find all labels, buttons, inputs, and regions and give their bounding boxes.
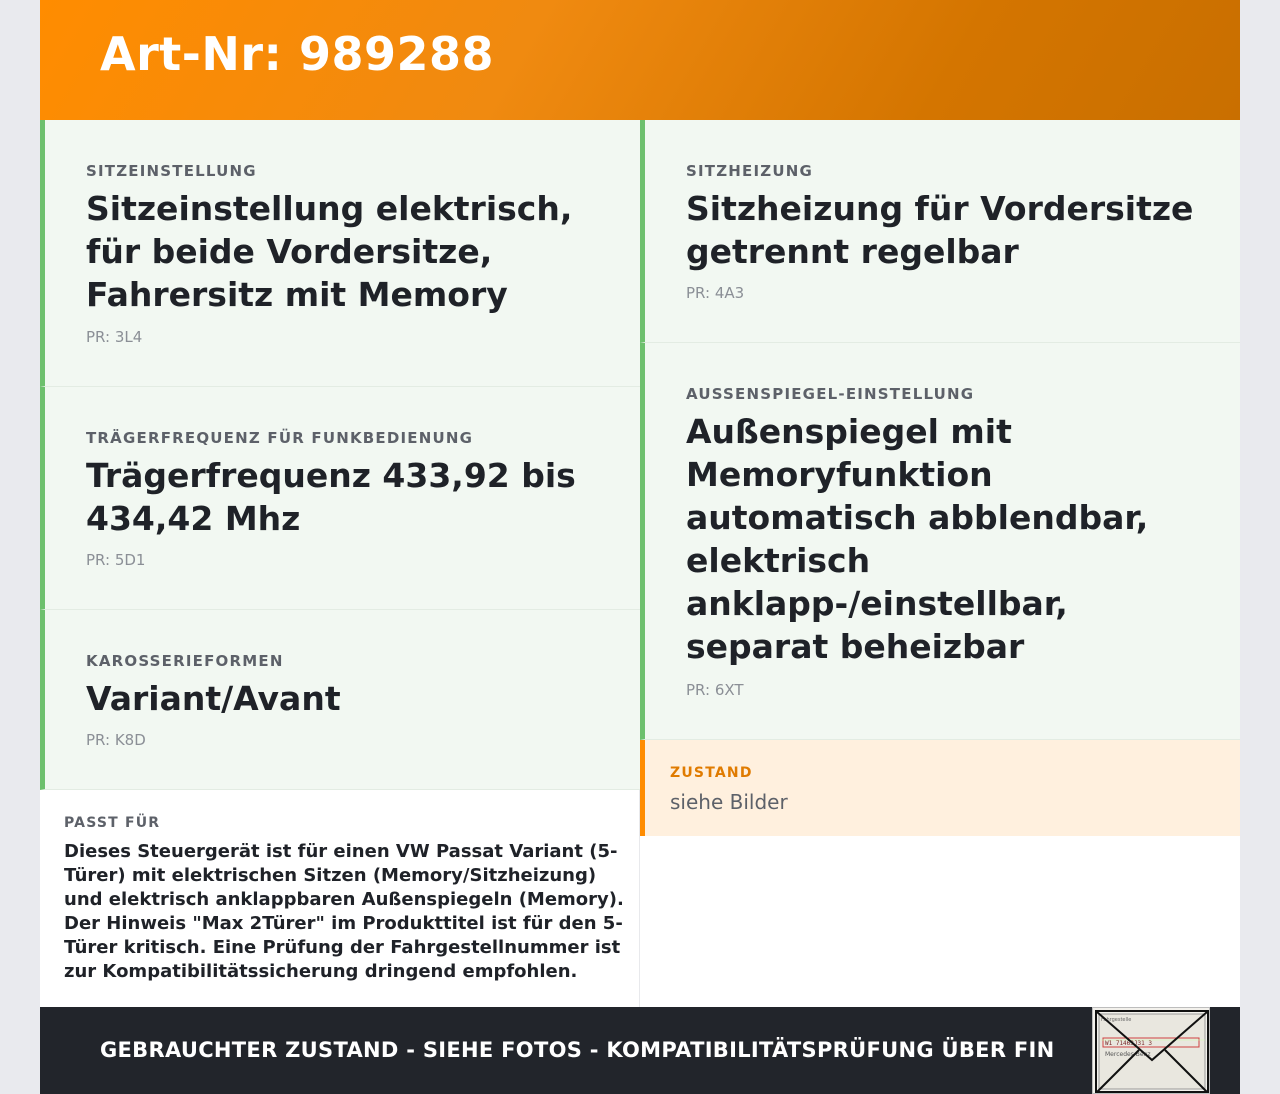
condition-value: siehe Bilder [670, 790, 788, 814]
feature-label: SITZEINSTELLUNG [86, 162, 257, 180]
feature-pr-code: PR: 3L4 [86, 328, 143, 346]
feature-card-aussenspiegel [640, 343, 1240, 740]
feature-pr-code: PR: 5D1 [86, 551, 146, 569]
feature-card-sitzeinstellung [40, 120, 640, 387]
page-header [40, 0, 1240, 120]
footer-notice: GEBRAUCHTER ZUSTAND - SIEHE FOTOS - KOMPATIBILITÄTSPRÜFUNG ÜBER FIN [100, 1038, 1055, 1062]
feature-value: Sitzheizung für Vordersitze getrennt regelbar [686, 189, 1194, 271]
feature-label: TRÄGERFREQUENZ FÜR FUNKBEDIENUNG [86, 429, 474, 447]
page-footer [40, 1007, 1240, 1094]
fits-for-label: PASST FÜR [64, 815, 161, 831]
envelope-icon [1093, 1008, 1210, 1094]
feature-card-karosserieformen [40, 610, 640, 790]
feature-label: SITZHEIZUNG [686, 162, 813, 180]
feature-value: Trägerfrequenz 433,92 bis 434,42 Mhz [86, 456, 576, 538]
feature-card-traegerfrequenz [40, 387, 640, 610]
feature-pr-code: PR: 6XT [686, 681, 744, 699]
feature-label: AUSSENSPIEGEL-EINSTELLUNG [686, 385, 975, 403]
condition-label: ZUSTAND [670, 765, 753, 781]
thumb-text-2: W1 71463J31 3 [1105, 1040, 1152, 1047]
product-page [40, 0, 1240, 1094]
thumb-text-1: Fahrgestelle [1101, 1017, 1132, 1023]
feature-value: Außenspiegel mit Memoryfunktion automatisch abblendbar, elektrisch anklapp-/einstellbar, separat beheizbar [686, 412, 1149, 666]
feature-value: Variant/Avant [86, 679, 341, 718]
feature-pr-code: PR: K8D [86, 731, 146, 749]
feature-value: Sitzeinstellung elektrisch, für beide Vordersitze, Fahrersitz mit Memory [86, 189, 573, 314]
feature-label: KAROSSERIEFORMEN [86, 652, 284, 670]
feature-card-sitzheizung [640, 120, 1240, 343]
fits-for-section [40, 790, 640, 1007]
thumb-text-3: Mercedes-Benz [1105, 1051, 1151, 1058]
feature-pr-code: PR: 4A3 [686, 284, 745, 302]
condition-box [640, 740, 1240, 836]
fits-for-text: Dieses Steuergerät ist für einen VW Passat Variant (5-Türer) mit elektrischen Sitzen (Memory/Sitzheizung) und elektrisch anklappbaren Außenspiegeln (Memory). Der Hinweis "Max 2Türer" im Produkttitel ist für den 5-Türer kritisch. Eine Prüfung der Fahrgestellnummer ist zur Kompatibilitätssicherung dringend empfohlen. [64, 841, 624, 982]
page-title: Art-Nr: 989288 [100, 27, 495, 81]
envelope-document-thumbnail-icon[interactable] [1092, 1007, 1210, 1094]
